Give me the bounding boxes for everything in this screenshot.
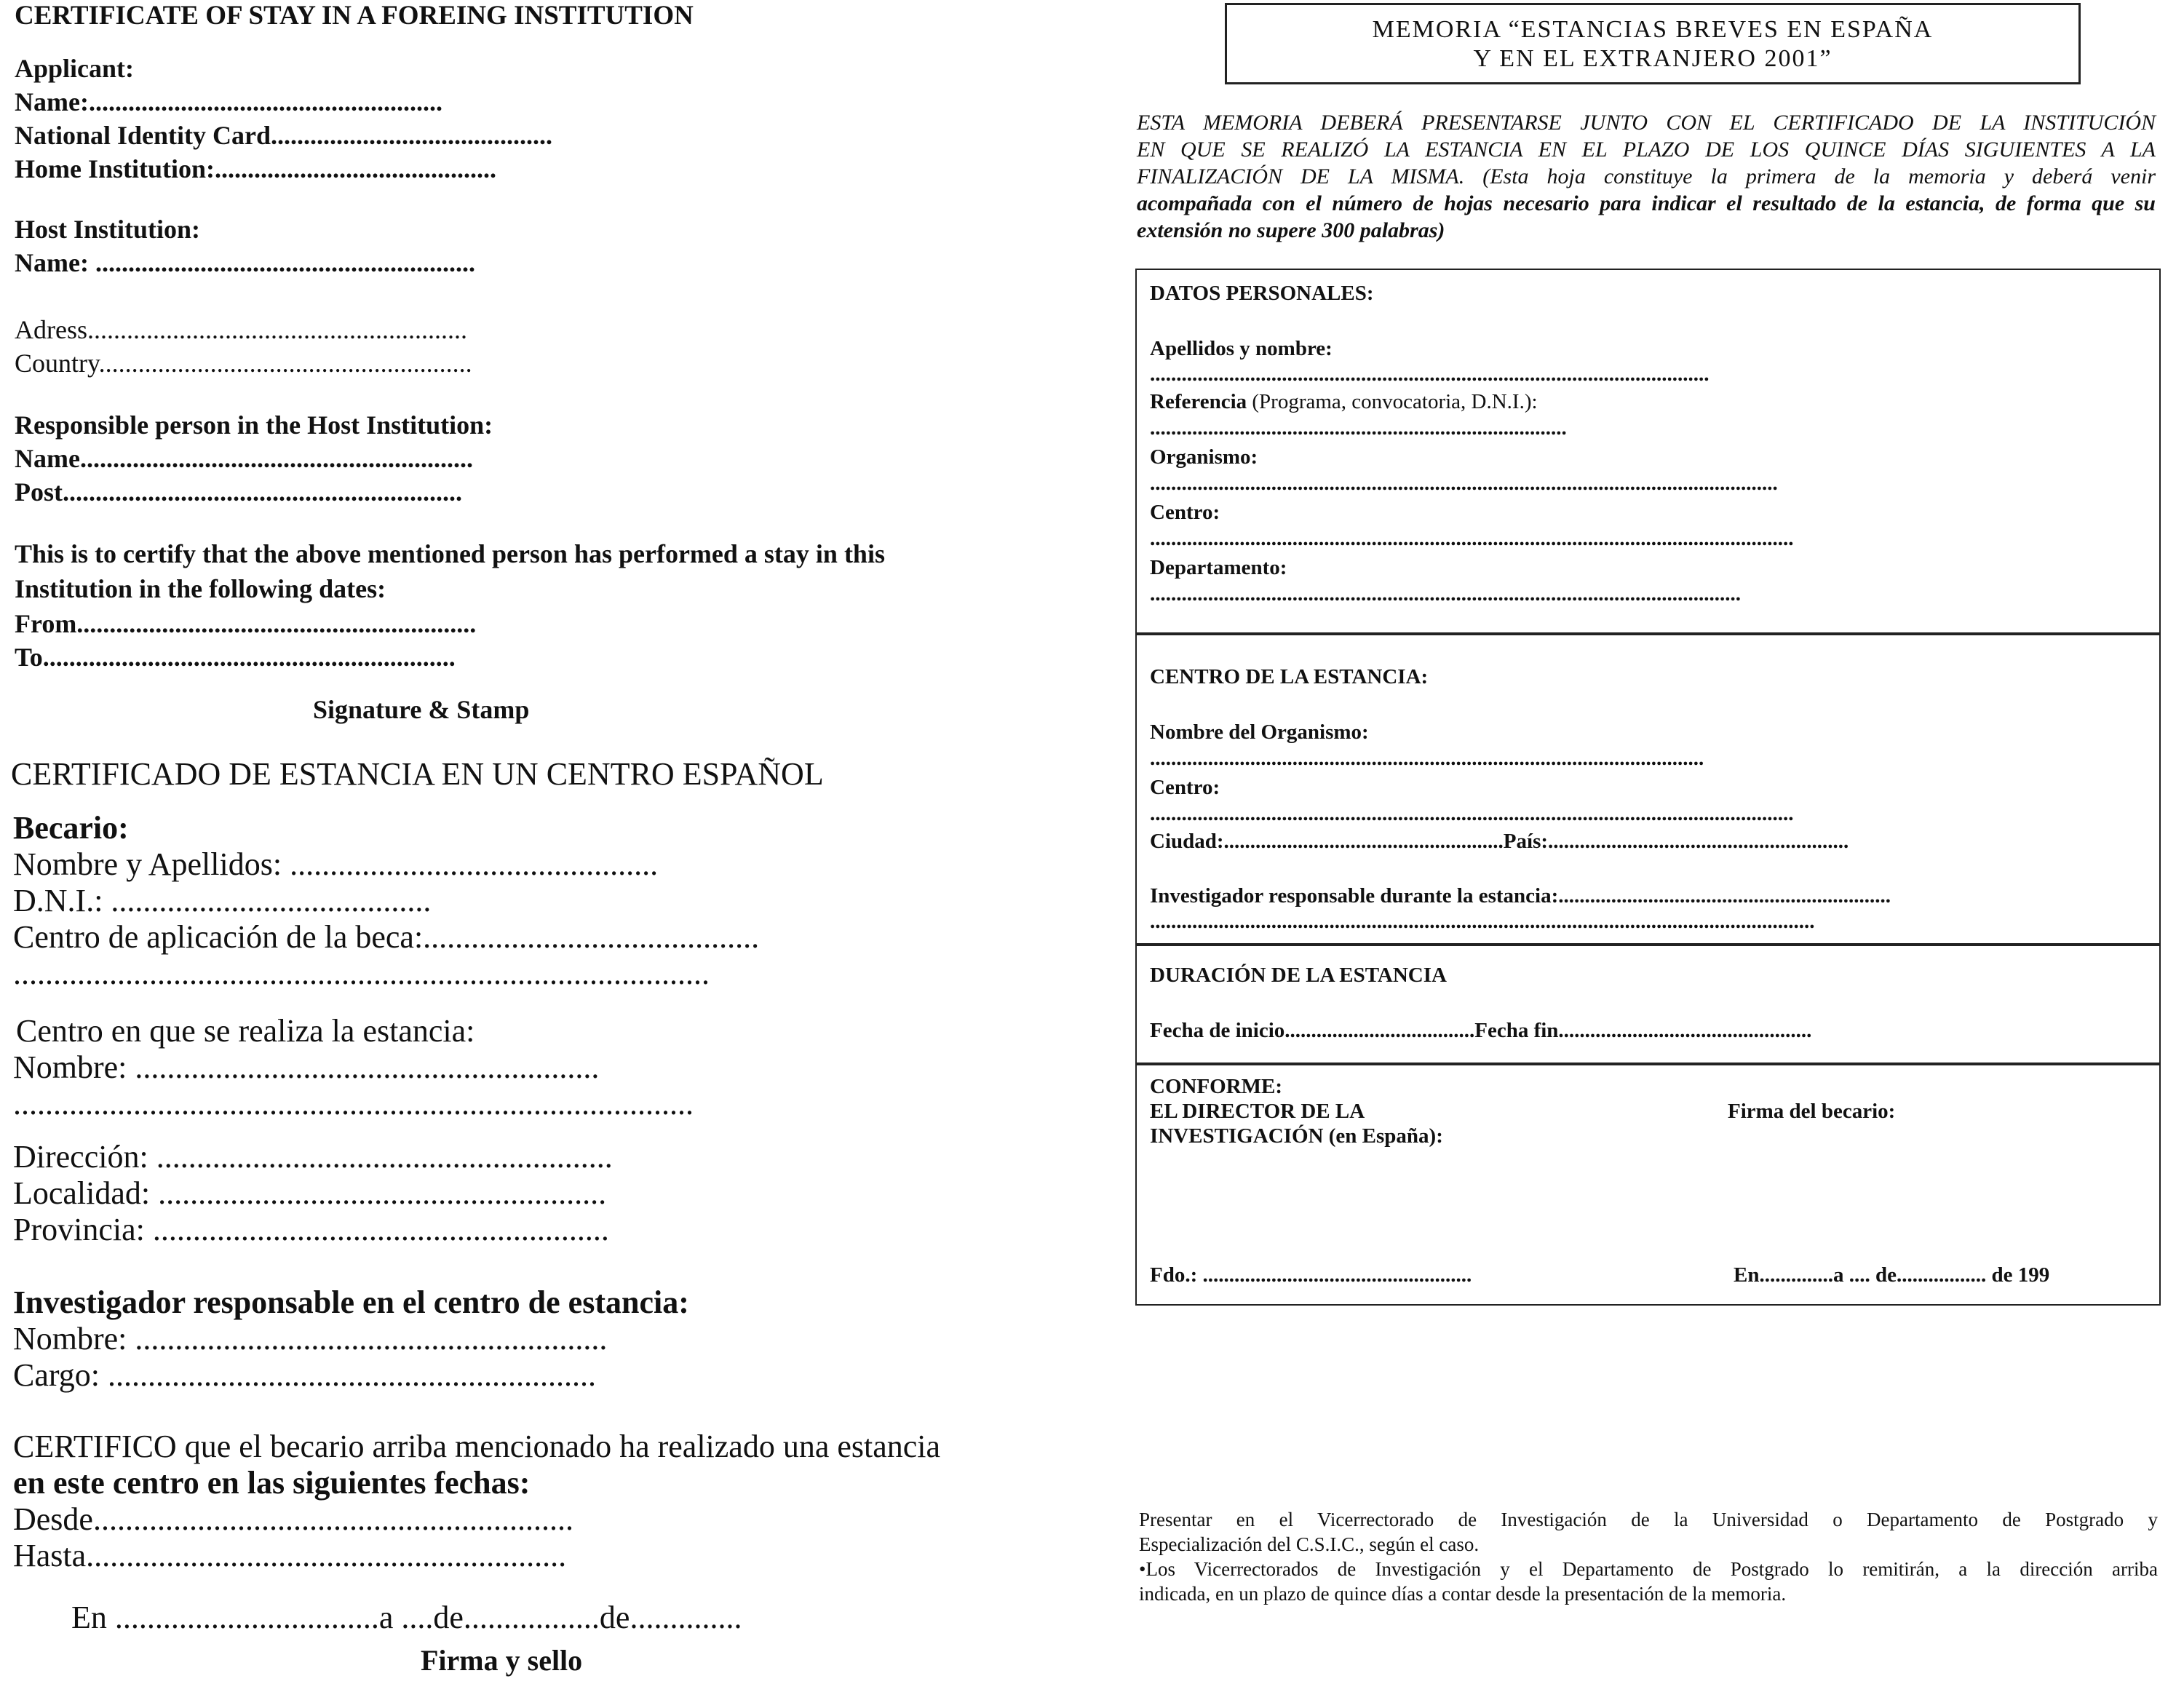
- referencia-label: Referencia (Programa, convocatoria, D.N.I.):: [1150, 390, 1538, 413]
- centro-estancia-box: [1135, 632, 2161, 946]
- certify-text-line-1: This is to certify that the above mentioned person has performed a stay in this: [15, 539, 885, 568]
- centro-estancia-label: Centro:: [1150, 776, 1220, 799]
- fdo-field: Fdo.: ...................................................: [1150, 1263, 1472, 1287]
- apellidos-nombre-label: Apellidos y nombre:: [1150, 337, 1333, 360]
- direccion-field: Dirección: .........................................................: [13, 1139, 613, 1175]
- to-date-field: To...............................................................: [15, 643, 456, 672]
- dni-field: D.N.I.: ........................................: [13, 883, 432, 918]
- from-date-field: From.............................................................: [15, 609, 477, 638]
- departamento-label: Departamento:: [1150, 556, 1287, 579]
- datos-personales-box: [1135, 269, 2161, 635]
- instructions-line-1: ESTA MEMORIA DEBERÁ PRESENTARSE JUNTO CON EL CERTIFICADO DE LA INSTITUCIÓN: [1137, 111, 2156, 135]
- responsible-person-heading: Responsible person in the Host Institution:: [15, 410, 493, 440]
- investigador-extra-field: ..............................................................................................................................: [1150, 910, 1815, 933]
- signature-stamp-label: Signature & Stamp: [313, 695, 530, 724]
- nombre-organismo-label: Nombre del Organismo:: [1150, 720, 1369, 744]
- post-field: Post.............................................................: [15, 477, 462, 507]
- desde-field: Desde............................................................: [13, 1501, 573, 1537]
- footer-note: [1139, 1507, 2158, 1606]
- memoria-title-line-2: Y EN EL EXTRANJERO 2001”: [1473, 45, 1832, 72]
- referencia-note: (Programa, convocatoria, D.N.I.):: [1252, 390, 1538, 413]
- certificate-title-en: CERTIFICATE OF STAY IN A FOREING INSTITUTION: [15, 1, 694, 31]
- home-institution-field: Home Institution:...........................................: [15, 154, 497, 183]
- nombre-apellidos-field: Nombre y Apellidos: ..............................................: [13, 846, 659, 882]
- certifico-text-line-1: CERTIFICO que el becario arriba mencionado ha realizado una estancia: [13, 1429, 941, 1464]
- footer-line-4: indicada, en un plazo de quince días a contar desde la presentación de la memoria.: [1139, 1583, 1787, 1605]
- centro-estancia-field: ..........................................................................................................................: [1150, 802, 1794, 825]
- applicant-name-field: Name:......................................................: [15, 87, 442, 116]
- firma-sello-label: Firma y sello: [421, 1644, 583, 1677]
- address-field: Adress..........................................................: [15, 315, 467, 344]
- blank-dotted-line: .......................................................................................: [13, 956, 710, 991]
- centro-estancia-heading: CENTRO DE LA ESTANCIA:: [1150, 665, 1429, 688]
- nombre-organismo-field: .........................................................................................................: [1150, 747, 1704, 770]
- conforme-box: [1135, 1063, 2161, 1306]
- place-date-field: En..............a .... de................. de 199: [1734, 1263, 2050, 1287]
- director-line-1: EL DIRECTOR DE LA: [1150, 1100, 1365, 1123]
- certificate-title-es: CERTIFICADO DE ESTANCIA EN UN CENTRO ESPAÑOL: [11, 756, 824, 792]
- centro-nombre-field: Nombre: ..........................................................: [13, 1049, 600, 1085]
- hasta-field: Hasta............................................................: [13, 1538, 567, 1573]
- referencia-field: ...............................................................................: [1150, 416, 1567, 440]
- ciudad-pais-field: Ciudad:.....................................................País:.........................................................: [1150, 830, 1849, 853]
- certifico-text-line-2: en este centro en las siguientes fechas:: [13, 1465, 531, 1501]
- memoria-title-box: [1225, 3, 2081, 84]
- datos-personales-heading: DATOS PERSONALES:: [1150, 282, 1374, 305]
- duracion-box: [1135, 943, 2161, 1065]
- departamento-field: ................................................................................................................: [1150, 582, 1741, 605]
- provincia-field: Provincia: .........................................................: [13, 1212, 609, 1247]
- conforme-label: CONFORME:: [1150, 1075, 1283, 1098]
- organismo-field: .......................................................................................................................: [1150, 472, 1778, 495]
- organismo-label: Organismo:: [1150, 445, 1258, 469]
- certify-text-line-2: Institution in the following dates:: [15, 574, 386, 603]
- instructions-line-3: FINALIZACIÓN DE LA MISMA. (Esta hoja constituye la primera de la memoria y deberá venir: [1137, 164, 2156, 188]
- investigador-nombre-field: Nombre: ...........................................................: [13, 1321, 608, 1357]
- memoria-title-line-1: MEMORIA “ESTANCIAS BREVES EN ESPAÑA: [1372, 16, 1934, 43]
- firma-becario-label: Firma del becario:: [1728, 1100, 1896, 1123]
- localidad-field: Localidad: ........................................................: [13, 1175, 607, 1211]
- director-line-2: INVESTIGACIÓN (en España):: [1150, 1124, 1443, 1148]
- applicant-heading: Applicant:: [15, 54, 135, 83]
- becario-heading: Becario:: [13, 810, 129, 846]
- country-field: Country.........................................................: [15, 349, 472, 378]
- responsible-name-field: Name............................................................: [15, 444, 473, 473]
- instructions-line-2: EN QUE SE REALIZÓ LA ESTANCIA EN EL PLAZO DE LOS QUINCE DÍAS SIGUIENTES A LA: [1137, 138, 2156, 162]
- footer-line-3: •Los Vicerrectorados de Investigación y el Departamento de Postgrado lo remitirán, a la dirección arriba: [1139, 1558, 2158, 1580]
- host-name-field: Name: ..........................................................: [15, 248, 475, 277]
- fechas-field: Fecha de inicio....................................Fecha fin................................................: [1150, 1019, 1812, 1042]
- centro-estancia-heading: Centro en que se realiza la estancia:: [16, 1013, 475, 1049]
- instructions-line-4: acompañada con el número de hojas necesario para indicar el resultado de la estancia, de forma que su: [1137, 191, 2156, 215]
- instructions-line-5: extensión no supere 300 palabras): [1137, 218, 1445, 242]
- national-id-field: National Identity Card...........................................: [15, 121, 553, 150]
- duracion-heading: DURACIÓN DE LA ESTANCIA: [1150, 964, 1447, 987]
- blank-dotted-line: .....................................................................................: [13, 1086, 694, 1121]
- investigador-responsable-field: Investigador responsable durante la estancia:...............................................................: [1150, 884, 1891, 907]
- centro-field: ..........................................................................................................................: [1150, 527, 1794, 550]
- host-institution-heading: Host Institution:: [15, 215, 201, 244]
- investigador-heading: Investigador responsable en el centro de estancia:: [13, 1284, 689, 1320]
- footer-line-1: Presentar en el Vicerrectorado de Investigación de la Universidad o Departamento de Postgrado y: [1139, 1509, 2158, 1530]
- place-date-line: En .................................a ....de.................de..............: [71, 1600, 742, 1635]
- memoria-instructions: [1137, 109, 2156, 244]
- footer-line-2: Especialización del C.S.I.C., según el caso.: [1139, 1533, 1480, 1555]
- cargo-field: Cargo: .............................................................: [13, 1357, 596, 1393]
- centro-aplicacion-field: Centro de aplicación de la beca:..........................................: [13, 919, 760, 955]
- apellidos-nombre-field: ..........................................................................................................: [1150, 362, 1710, 386]
- centro-label: Centro:: [1150, 501, 1220, 524]
